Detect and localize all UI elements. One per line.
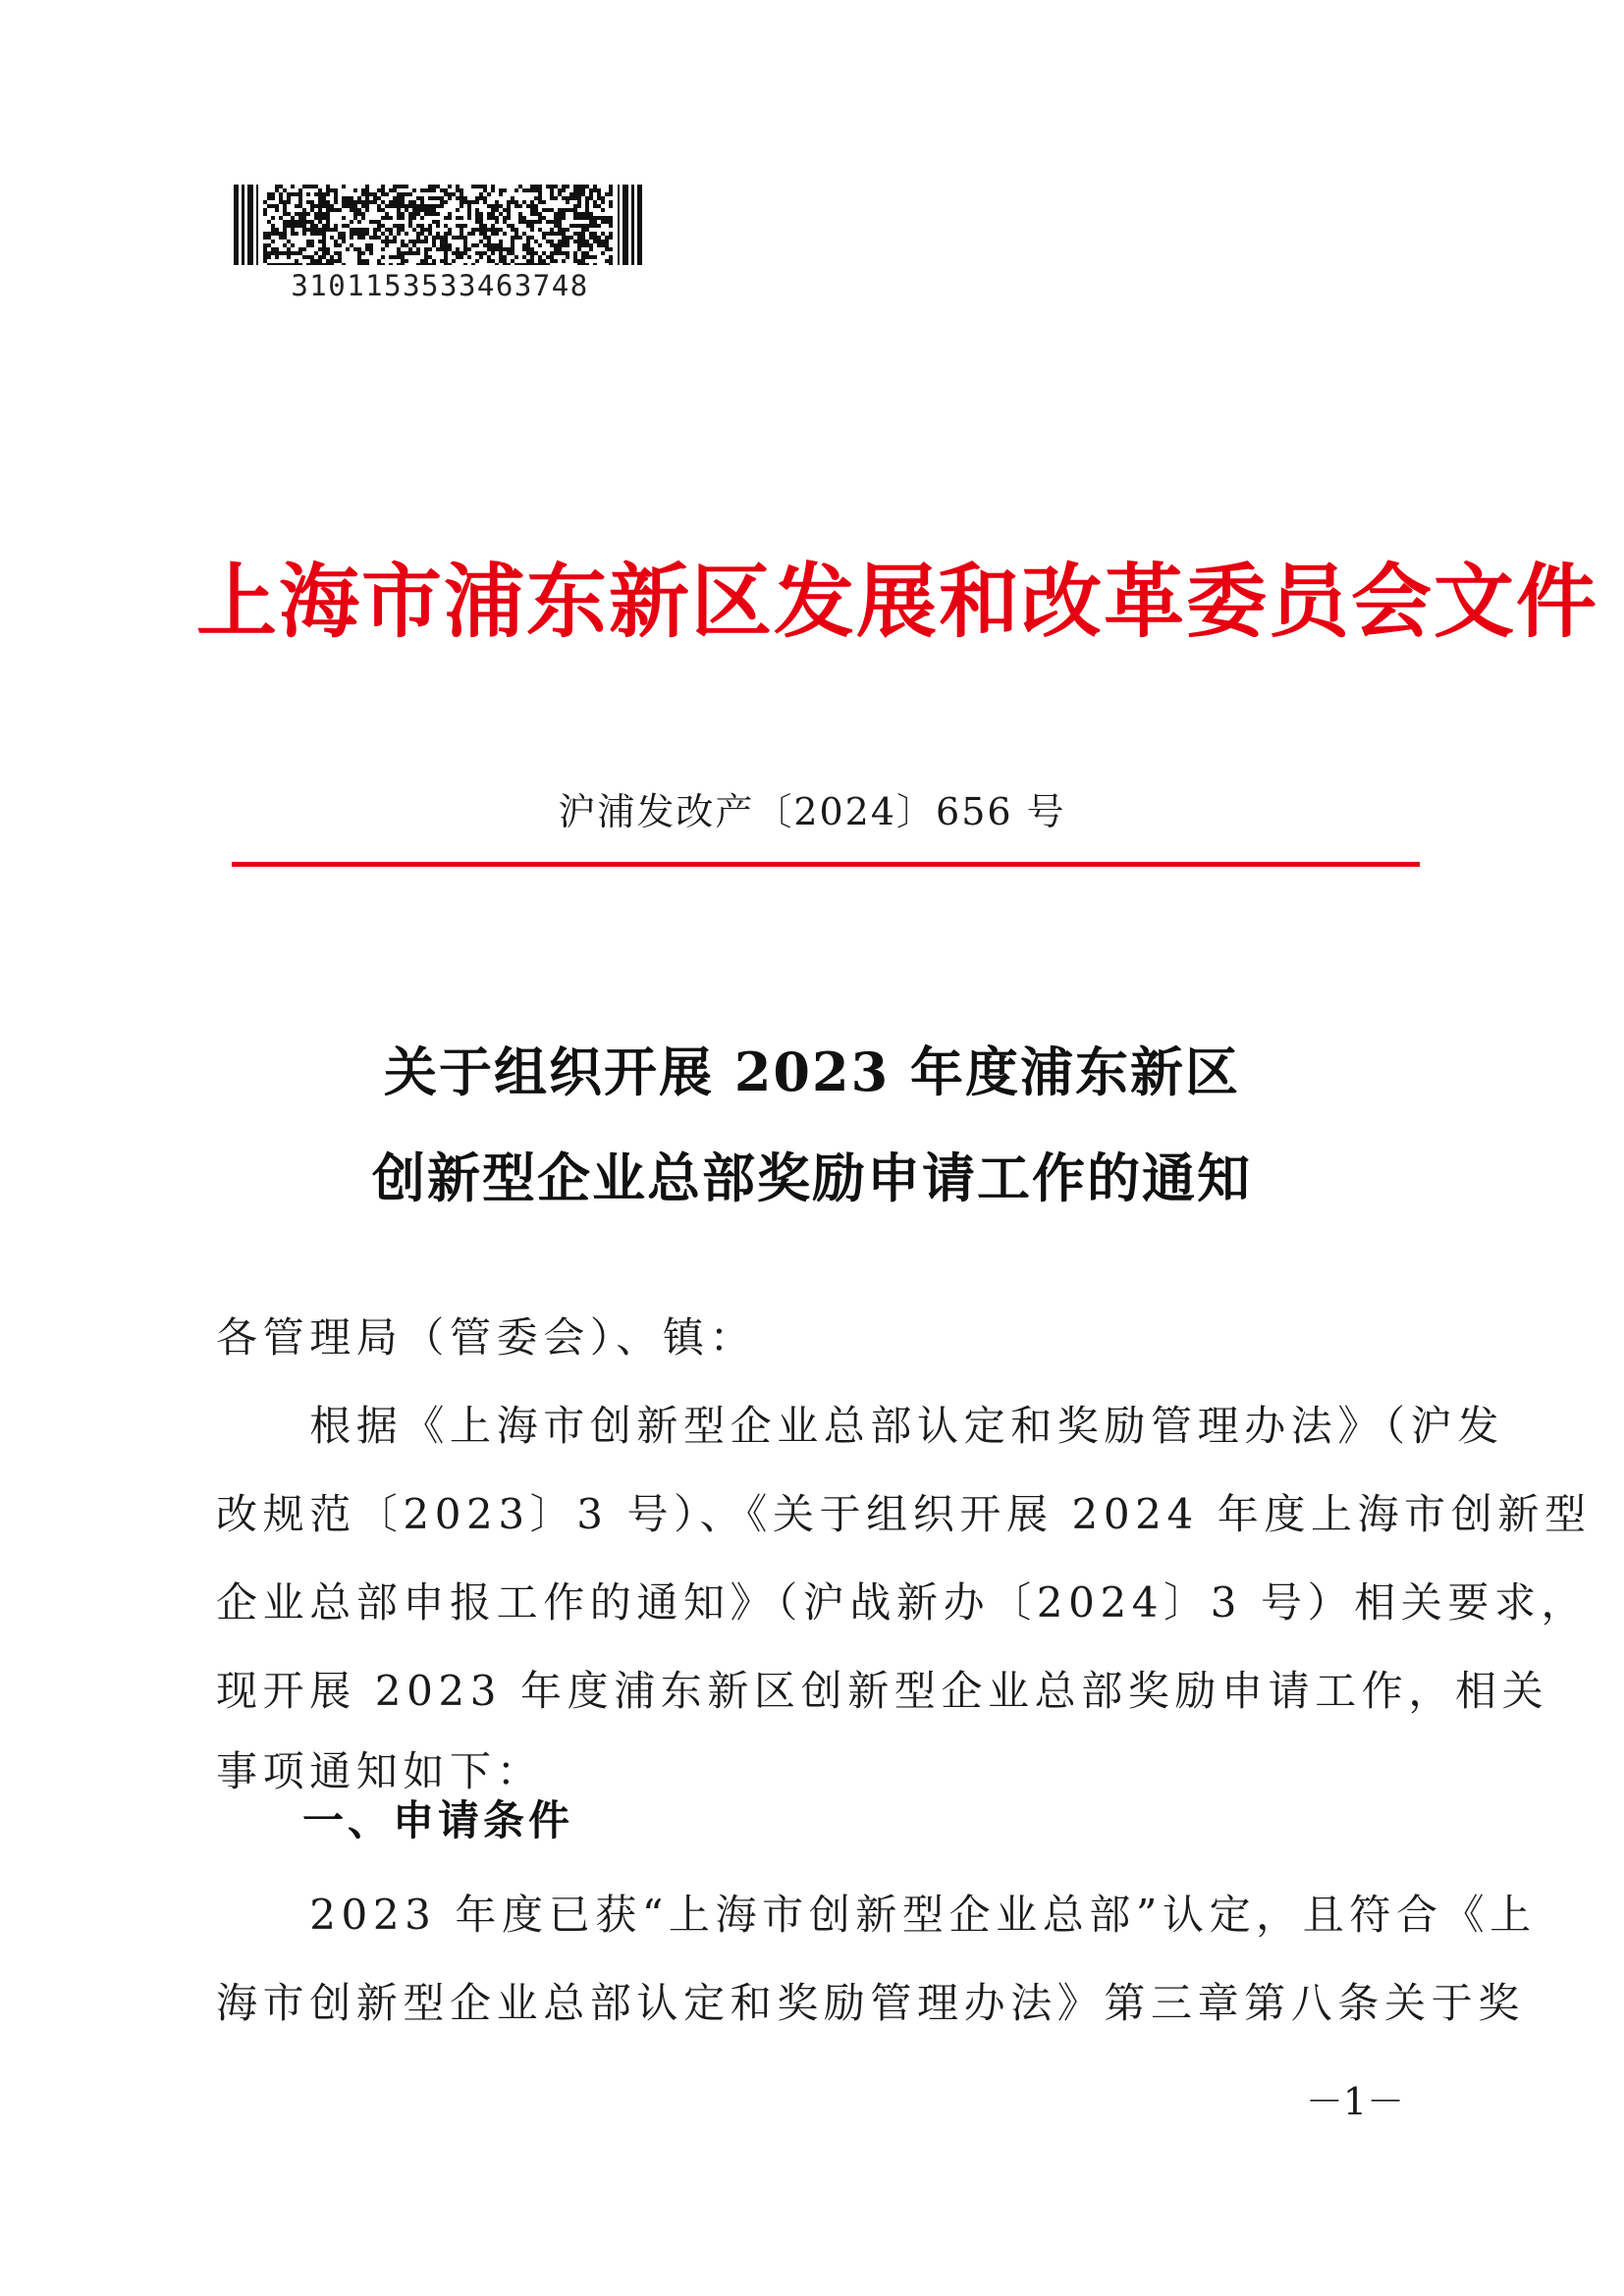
paragraph-2-line: 海市创新型企业总部认定和奖励管理办法》第三章第八条关于奖 <box>216 1979 1525 2027</box>
page-number: －1－ <box>1305 2080 1405 2123</box>
issuing-org-title: 上海市浦东新区发展和改革委员会文件 <box>196 555 1599 649</box>
section-1-heading: 一、申请条件 <box>302 1796 574 1844</box>
barcode-number: 3101153533463748 <box>291 269 589 302</box>
document-barcode <box>234 185 646 265</box>
document-number: 沪浦发改产〔2024〕656 号 <box>558 790 1066 833</box>
notice-title-line-2: 创新型企业总部奖励申请工作的通知 <box>372 1147 1252 1209</box>
paragraph-1-line: 企业总部申报工作的通知》（沪战新办〔2024〕3 号）相关要求， <box>216 1578 1589 1627</box>
salutation: 各管理局（管委会）、镇： <box>216 1313 757 1362</box>
paragraph-2-line: 2023 年度已获“上海市创新型企业总部”认定，且符合《上 <box>216 1891 1537 1939</box>
paragraph-1-line: 事项通知如下： <box>216 1747 544 1795</box>
paragraph-1-line: 根据《上海市创新型企业总部认定和奖励管理办法》（沪发 <box>216 1402 1504 1450</box>
red-separator-line <box>232 862 1420 867</box>
notice-title-line-1: 关于组织开展 2023 年度浦东新区 <box>384 1041 1240 1103</box>
paragraph-1-line: 改规范〔2023〕3 号）、《关于组织开展 2024 年度上海市创新型 <box>216 1490 1592 1538</box>
paragraph-1-line: 现开展 2023 年度浦东新区创新型企业总部奖励申请工作，相关 <box>216 1667 1549 1715</box>
